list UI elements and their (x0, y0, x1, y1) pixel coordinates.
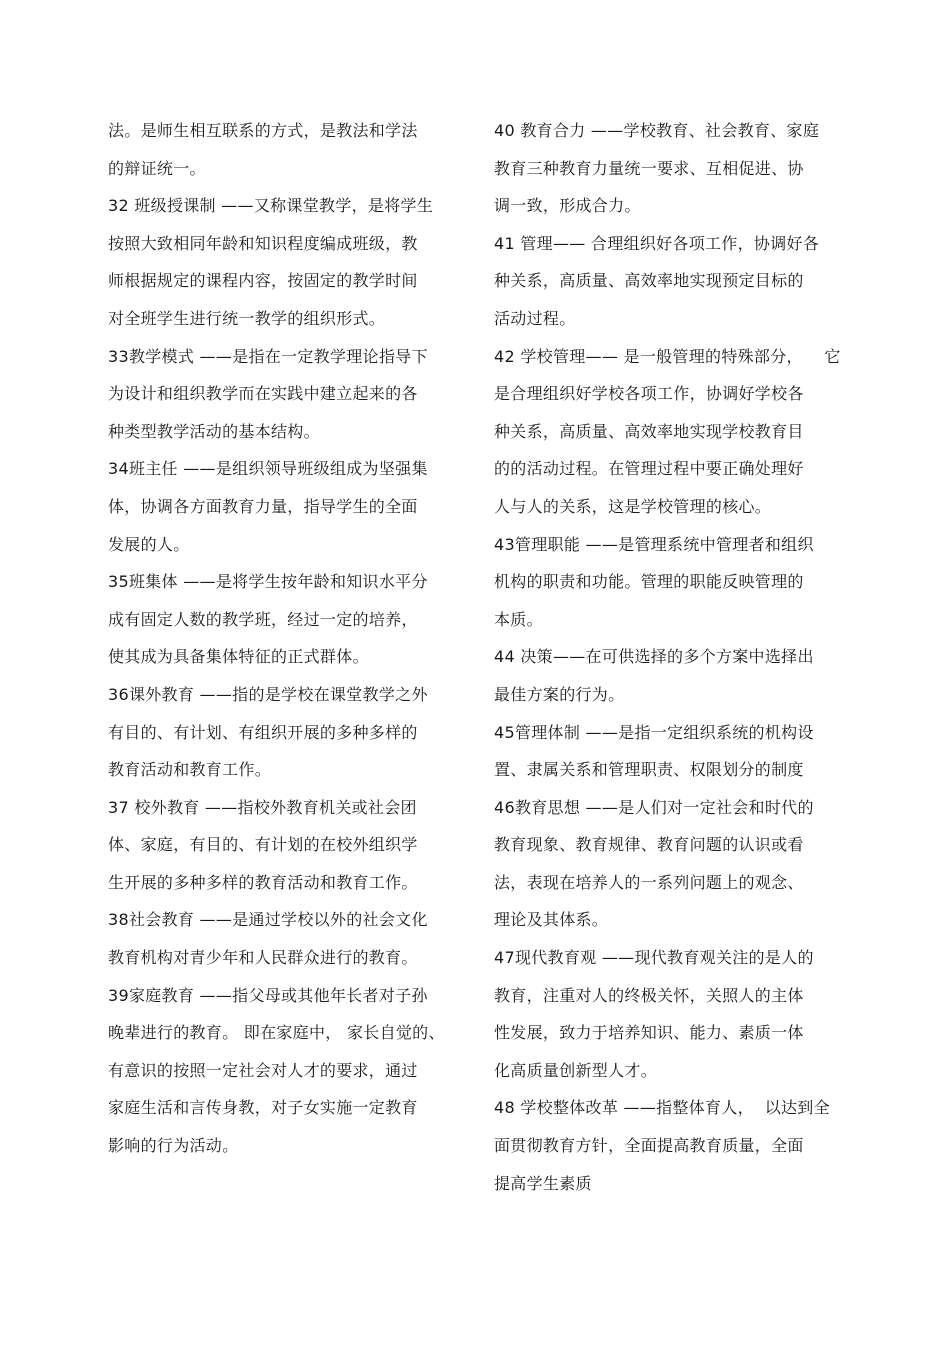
text-line: 晚辈进行的教育。 即在家庭中， 家长自觉的、 (108, 1023, 445, 1043)
text-line: 对全班学生进行统一教学的组织形式。 (108, 308, 386, 328)
text-line: 的辩证统一。 (108, 158, 206, 178)
text-line: 师根据规定的课程内容，按固定的教学时间 (108, 271, 418, 291)
text-line: 有目的、有计划、有组织开展的多种多样的 (108, 722, 418, 742)
text-line: 面贯彻教育方针，全面提高教育质量，全面 (494, 1136, 804, 1156)
text-line: 42 学校管理—— 是一般管理的特殊部分， 它 (494, 346, 841, 366)
text-line: 活动过程。 (494, 308, 576, 328)
text-line: 本质。 (494, 609, 543, 629)
text-line: 47现代教育观 ——现代教育观关注的是人的 (494, 948, 814, 968)
text-line: 调一致，形成合力。 (494, 196, 641, 216)
text-line: 40 教育合力 ——学校教育、社会教育、家庭 (494, 121, 820, 140)
text-line: 发展的人。 (108, 534, 190, 554)
text-line: 法。是师生相互联系的方式，是教法和学法 (108, 121, 418, 140)
text-line: 46教育思想 ——是人们对一定社会和时代的 (494, 797, 814, 817)
text-line: 化高质量创新型人才。 (494, 1060, 658, 1080)
text-line: 35班集体 ——是将学生按年龄和知识水平分 (108, 572, 428, 592)
text-line: 按照大致相同年龄和知识程度编成班级，教 (108, 233, 418, 253)
text-line: 理论及其体系。 (494, 910, 609, 930)
text-line: 为设计和组织教学而在实践中建立起来的各 (108, 384, 418, 404)
text-line: 39家庭教育 ——指父母或其他年长者对子孙 (108, 985, 428, 1005)
text-line: 48 学校整体改革 ——指整体育人， 以达到全 (494, 1098, 830, 1118)
text-line: 32 班级授课制 ——又称课堂教学，是将学生 (108, 196, 434, 216)
text-line: 44 决策——在可供选择的多个方案中选择出 (494, 647, 814, 667)
right-text-column (494, 112, 846, 1202)
text-line: 成有固定人数的教学班，经过一定的培养， (108, 609, 418, 629)
text-line: 体、家庭，有目的、有计划的在校外组织学 (108, 835, 418, 855)
text-line: 教育活动和教育工作。 (108, 760, 272, 780)
text-line: 有意识的按照一定社会对人才的要求，通过 (108, 1060, 418, 1080)
text-line: 是合理组织好学校各项工作，协调好学校各 (494, 384, 804, 404)
text-line: 法，表现在培养人的一系列问题上的观念、 (494, 872, 804, 892)
text-line: 种关系，高质量、高效率地实现预定目标的 (494, 271, 804, 291)
text-line: 提高学生素质 (494, 1173, 592, 1193)
text-line: 43管理职能 ——是管理系统中管理者和组织 (494, 534, 814, 554)
text-line: 教育现象、教育规律、教育问题的认识或看 (494, 835, 804, 855)
text-line: 的的活动过程。在管理过程中要正确处理好 (494, 459, 804, 479)
text-line: 36课外教育 ——指的是学校在课堂教学之外 (108, 684, 428, 704)
text-line: 教育，注重对人的终极关怀，关照人的主体 (494, 985, 804, 1005)
text-line: 教育三种教育力量统一要求、互相促进、协 (494, 158, 804, 178)
text-line: 性发展，致力于培养知识、能力、素质一体 (494, 1023, 804, 1043)
left-text-column (108, 112, 458, 1165)
text-line: 家庭生活和言传身教，对子女实施一定教育 (108, 1098, 418, 1118)
text-line: 种关系，高质量、高效率地实现学校教育目 (494, 421, 804, 441)
text-line: 种类型教学活动的基本结构。 (108, 421, 320, 441)
text-line: 38社会教育 ——是通过学校以外的社会文化 (108, 910, 428, 930)
text-line: 41 管理—— 合理组织好各项工作，协调好各 (494, 233, 820, 253)
text-line: 影响的行为活动。 (108, 1136, 239, 1156)
text-line: 最佳方案的行为。 (494, 684, 625, 704)
text-line: 使其成为具备集体特征的正式群体。 (108, 647, 369, 667)
text-line: 人与人的关系，这是学校管理的核心。 (494, 496, 772, 516)
text-line: 机构的职责和功能。管理的职能反映管理的 (494, 572, 804, 592)
text-line: 体，协调各方面教育力量，指导学生的全面 (108, 496, 418, 516)
text-line: 45管理体制 ——是指一定组织系统的机构设 (494, 722, 814, 742)
text-line: 教育机构对青少年和人民群众进行的教育。 (108, 948, 418, 968)
text-line: 34班主任 ——是组织领导班级组成为坚强集 (108, 459, 428, 479)
text-line: 33教学模式 ——是指在一定教学理论指导下 (108, 346, 428, 366)
text-line: 生开展的多种多样的教育活动和教育工作。 (108, 872, 418, 892)
text-line: 37 校外教育 ——指校外教育机关或社会团 (108, 797, 417, 817)
text-line: 置、隶属关系和管理职责、权限划分的制度 (494, 760, 804, 780)
